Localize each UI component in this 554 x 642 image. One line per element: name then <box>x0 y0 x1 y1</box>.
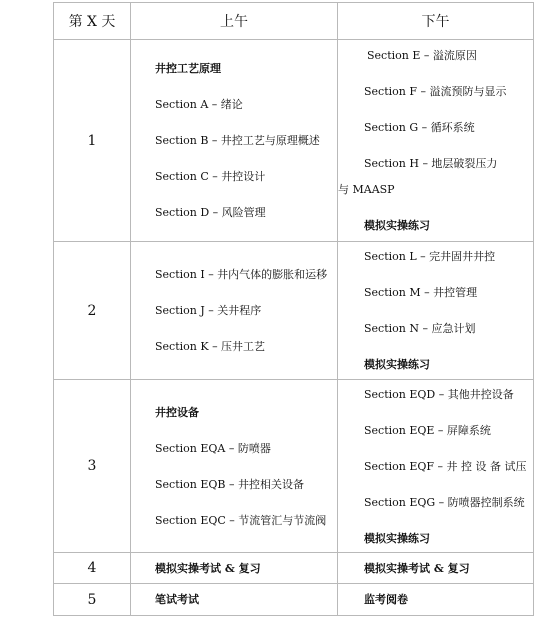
section-item-continuation: 与 MAASP <box>338 183 395 196</box>
morning-cell <box>131 380 338 553</box>
section-item: Section E – 溢流原因 <box>367 49 477 62</box>
section-item: Section K – 压井工艺 <box>155 340 266 353</box>
section-item: Section EQF – 井 控 设 备 试压 <box>364 459 527 473</box>
day-number: 3 <box>54 380 131 553</box>
section-item: Section L – 完井固井井控 <box>364 250 496 263</box>
section-item: Section C – 井控设计 <box>155 170 266 183</box>
morning-cell <box>131 242 338 380</box>
session-text: 模拟实操考试 & 复习 <box>364 561 470 575</box>
afternoon-cell <box>338 553 534 584</box>
practice-label: 模拟实操练习 <box>364 531 430 545</box>
section-item: Section F – 溢流预防与显示 <box>364 85 507 98</box>
session-text: 监考阅卷 <box>364 593 408 606</box>
session-text: 笔试考试 <box>155 593 199 606</box>
section-item: Section EQB – 井控相关设备 <box>155 477 304 491</box>
morning-cell <box>131 584 338 616</box>
section-item: Section G – 循环系统 <box>364 121 475 134</box>
afternoon-cell <box>338 380 534 553</box>
afternoon-cell <box>338 242 534 380</box>
training-schedule-table <box>53 2 534 616</box>
section-item: Section H – 地层破裂压力 <box>364 157 498 170</box>
header-row <box>54 3 534 40</box>
section-item: Section B – 井控工艺与原理概述 <box>155 134 320 147</box>
morning-cell <box>131 553 338 584</box>
day-number: 5 <box>54 584 131 616</box>
practice-label: 模拟实操练习 <box>364 358 430 371</box>
afternoon-cell <box>338 40 534 242</box>
day-number: 4 <box>54 553 131 584</box>
day-number: 1 <box>54 40 131 242</box>
section-item: Section EQE – 屏障系统 <box>364 423 491 437</box>
day-number: 2 <box>54 242 131 380</box>
header-afternoon: 下午 <box>338 3 534 40</box>
section-item: Section EQA – 防喷器 <box>155 441 271 455</box>
section-item: Section N – 应急计划 <box>364 322 476 335</box>
section-item: Section EQD – 其他井控设备 <box>364 387 514 401</box>
session-title: 井控工艺原理 <box>155 62 221 75</box>
table-row <box>54 553 534 584</box>
section-item: Section EQC – 节流管汇与节流阀 <box>155 513 327 527</box>
section-item: Section EQG – 防喷器控制系统 <box>364 495 525 509</box>
section-item: Section A – 绪论 <box>155 98 243 111</box>
table-row <box>54 40 534 242</box>
header-morning: 上午 <box>131 3 338 40</box>
practice-label: 模拟实操练习 <box>364 219 430 232</box>
session-title: 井控设备 <box>155 405 199 419</box>
header-day: 第 X 天 <box>54 3 131 40</box>
section-item: Section J – 关井程序 <box>155 304 262 317</box>
afternoon-cell <box>338 584 534 616</box>
section-item: Section M – 井控管理 <box>364 286 478 299</box>
table-row <box>54 380 534 553</box>
section-item: Section I – 井内气体的膨胀和运移 <box>155 268 328 281</box>
table-row <box>54 242 534 380</box>
section-item: Section D – 风险管理 <box>155 206 266 219</box>
session-text: 模拟实操考试 & 复习 <box>155 561 261 575</box>
morning-cell <box>131 40 338 242</box>
table-row <box>54 584 534 616</box>
